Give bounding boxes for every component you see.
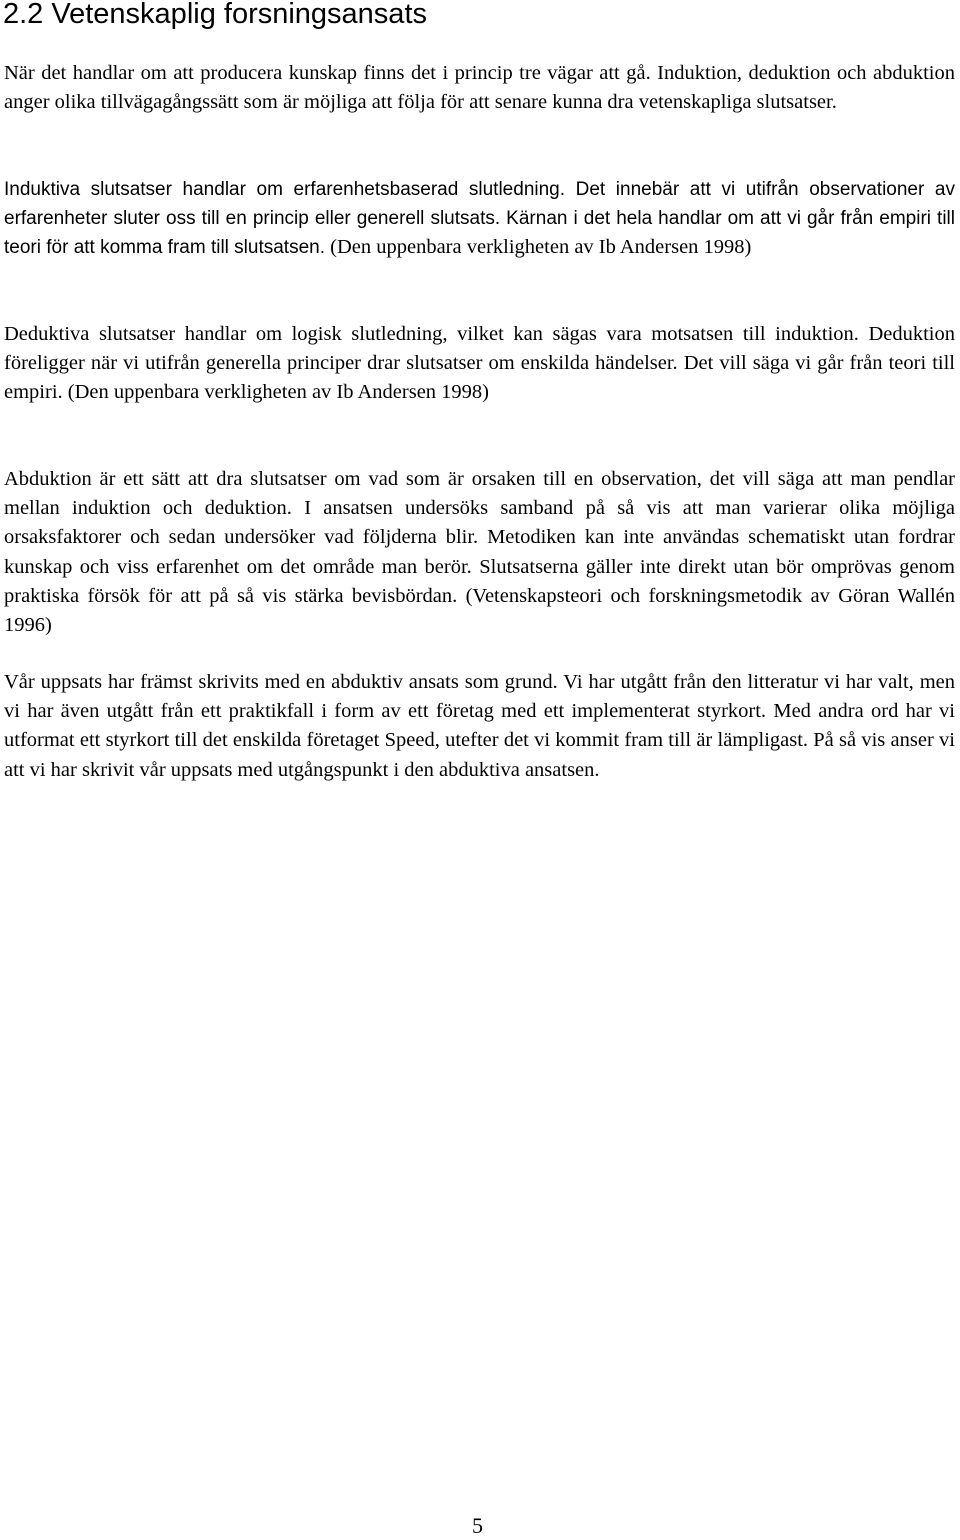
paragraph-deduction: Deduktiva slutsatser handlar om logisk slutledning, vilket kan sägas vara motsatsen till induktion. Deduktion föreligger när vi utifrån generella principer drar slutsatser om enskilda händelser. Det vill säga vi går från teori till empiri. (Den uppenbara verkligheten av Ib Andersen 1998): [4, 323, 955, 404]
section-heading: 2.2 Vetenskaplig forsningsansats: [3, 0, 427, 30]
paragraph-induction-text: Induktiva slutsatser handlar om erfarenhetsbaserad slutledning. Det innebär att vi utifrån observationer av erfarenheter sluter oss till en princip eller generell slutsats. Kärnan i det hela handlar om att vi går från empiri till teori för att komma fram till slutsatsen.: [4, 179, 955, 259]
paragraph-intro: När det handlar om att producera kunskap finns det i princip tre vägar att gå. Induktion, deduktion och abduktion anger olika tillvägagångssätt som är möjliga att följa för att senare kunna dra vetenskapliga slutsatser.: [4, 62, 955, 114]
paragraph-abduction: Abduktion är ett sätt att dra slutsatser om vad som är orsaken till en observation, det vill säga att man pendlar mellan induktion och deduktion. I ansatsen undersöks samband på så vis att man varierar olika möjliga orsaksfaktorer och sedan undersöker vad följderna blir. Metodiken kan inte användas schematiskt utan fordrar kunskap och viss erfarenhet om det område man berör. Slutsatserna gäller inte direkt utan bör omprövas genom praktiska försök för att på så vis stärka bevisbördan. (Vetenskapsteori och forskningsmetodik av Göran Wallén 1996): [4, 468, 955, 637]
paragraph-induction-citation: (Den uppenbara verkligheten av Ib Andersen 1998): [325, 236, 752, 259]
page-number: 5: [472, 1513, 483, 1538]
paragraph-induction: [4, 175, 955, 263]
paragraph-approach: Vår uppsats har främst skrivits med en abduktiv ansats som grund. Vi har utgått från den litteratur vi har valt, men vi har även utgått från ett praktikfall i form av ett företag med ett implementerat styrkort. Med andra ord har vi utformat ett styrkort till det enskilda företaget Speed, utefter det vi kommit fram till är lämpligast. På så vis anser vi att vi har skrivit vår uppsats med utgångspunkt i den abduktiva ansatsen.: [4, 671, 955, 781]
